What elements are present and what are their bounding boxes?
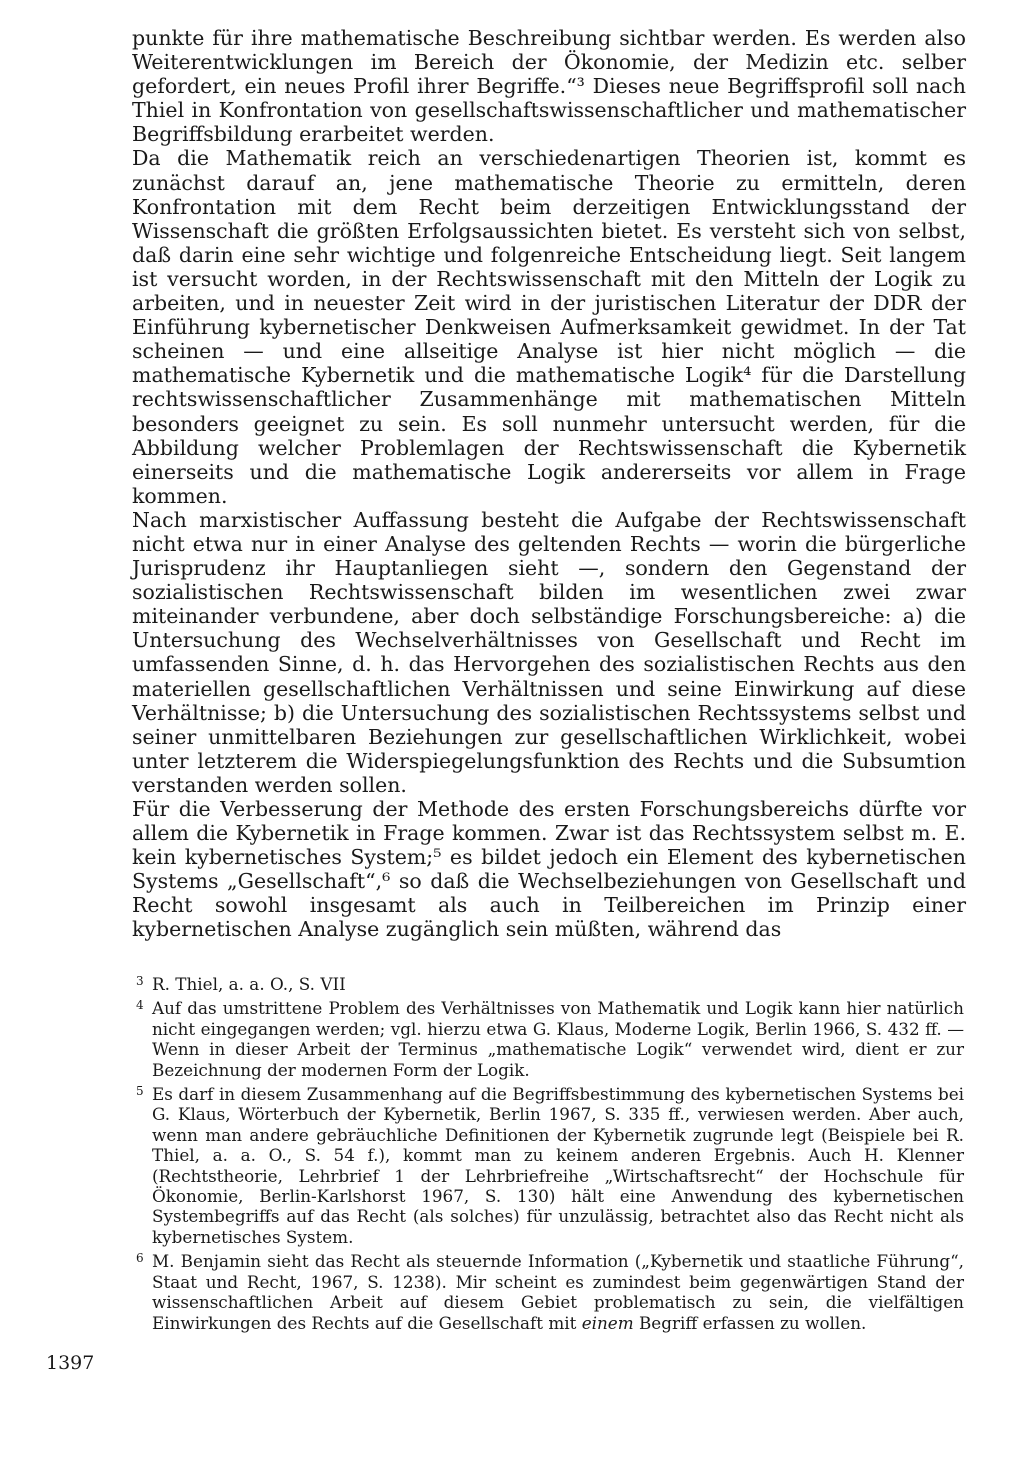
footnote-text-end: Begriff erfassen zu wollen. xyxy=(633,1312,867,1333)
footnote-text-start: M. Benjamin sieht das Recht als steuernde Information („Kybernetik und staatliche Führung“, Staat und Recht, 1967, S. 1238). Mir scheint es zumindest beim gegenwärtigen Stand der wissenschaftlichen Arbeit auf diesem Gebiet problematisch zu sein, die vielfältigen Einwirkungen des Rechts auf die Gesellschaft mit xyxy=(152,1251,964,1333)
footnote-6 xyxy=(132,1251,964,1333)
body-text xyxy=(132,26,966,942)
footnote-text: Es darf in diesem Zusammenhang auf die Begriffsbestimmung des kybernetischen Systems bei G. Klaus, Wörterbuch der Kybernetik, Berlin 1967, S. 335 ff., verwiesen werden. Aber auch, wenn man andere gebräuchliche Definitionen der Kybernetik zugrunde legt (Beispiele bei R. Thiel, a. a. O., S. 54 f.), kommt man zu keinem anderen Ergebnis. Auch H. Klenner (Rechtstheorie, Lehrbrief 1 der Lehrbriefreihe „Wirtschaftsrecht“ der Hochschule für Ökonomie, Berlin-Karlshorst 1967, S. 130) hält eine Anwendung des kybernetischen Systembegriffs auf das Recht (als solches) für unzulässig, betrachtet also das Recht nicht als kybernetisches System. xyxy=(152,1084,964,1247)
footnote-number: 3 xyxy=(136,974,144,988)
paragraph-1: punkte für ihre mathematische Beschreibung sichtbar werden. Es werden also Weiterentwicklungen im Bereich der Ökonomie, der Medizin etc. selber gefordert, ein neues Profil ihrer Begriffe.“³ Dieses neue Begriffsprofil soll nach Thiel in Konfrontation von gesellschaftswissenschaftlicher und mathematischer Begriffsbildung erarbeitet werden. xyxy=(132,26,966,147)
footnote-text: R. Thiel, a. a. O., S. VII xyxy=(152,974,346,994)
footnote-number: 5 xyxy=(136,1084,144,1099)
footnote-number: 4 xyxy=(136,998,144,1013)
footnote-number: 6 xyxy=(136,1251,144,1266)
paragraph-3: Nach marxistischer Auffassung besteht die Aufgabe der Rechtswissenschaft nicht etwa nur in einer Analyse des geltenden Rechts — worin die bürgerliche Jurisprudenz ihr Hauptanliegen sieht —, sondern den Gegenstand der sozialistischen Rechtswissenschaft bilden im wesentlichen zwei zwar miteinander verbundene, aber doch selbständige Forschungsbereiche: a) die Untersuchung des Wechselverhältnisses von Gesellschaft und Recht im umfassenden Sinne, d. h. das Hervorgehen des sozialistischen Rechts aus den materiellen gesellschaftlichen Verhältnissen und seine Einwirkung auf diese Verhältnisse; b) die Untersuchung des sozialistischen Rechtssystems selbst und seiner unmittelbaren Beziehungen zur gesellschaftlichen Wirklichkeit, wobei unter letzterem die Widerspiegelungsfunktion des Rechts und die Subsumtion verstanden werden sollen. xyxy=(132,507,966,797)
footnote-4 xyxy=(132,998,964,1080)
footnote-text: Auf das umstrittene Problem des Verhältnisses von Mathematik und Logik kann hier natürlich nicht eingegangen werden; vgl. hierzu etwa G. Klaus, Moderne Logik, Berlin 1966, S. 432 ff. — Wenn in dieser Arbeit der Terminus „mathematische Logik“ verwendet wird, dient er zur Bezeichnung der modernen Form der Logik. xyxy=(152,998,964,1080)
footnotes xyxy=(132,974,964,1333)
page-number: 1397 xyxy=(46,1352,95,1374)
paragraph-4: Für die Verbesserung der Methode des ersten Forschungsbereichs dürfte vor allem die Kybernetik in Frage kommen. Zwar ist das Rechtssystem selbst m. E. kein kybernetisches System;⁵ es bildet jedoch ein Element des kybernetischen Systems „Gesellschaft“,⁶ so daß die Wechselbeziehungen von Gesellschaft und Recht sowohl insgesamt als auch in Teilbereichen im Prinzip einer kybernetischen Analyse zugänglich sein müßten, während das xyxy=(132,797,966,942)
footnote-5 xyxy=(132,1084,964,1247)
paragraph-2: Da die Mathematik reich an verschiedenartigen Theorien ist, kommt es zunächst darauf an, jene mathematische Theorie zu ermitteln, deren Konfrontation mit dem Recht beim derzeitigen Entwicklungsstand der Wissenschaft die größten Erfolgsaussichten bietet. Es versteht sich von selbst, daß darin eine sehr wichtige und folgenreiche Entscheidung liegt. Seit langem ist versucht worden, in der Rechtswissenschaft mit den Mitteln der Logik zu arbeiten, und in neuester Zeit wird in der juristischen Literatur der DDR der Einführung kybernetischer Denkweisen Aufmerksamkeit gewidmet. In der Tat scheinen — und eine allseitige Analyse ist hier nicht möglich — die mathematische Kybernetik und die mathematische Logik⁴ für die Darstellung rechtswissenschaftlicher Zusammenhänge mit mathematischen Mitteln besonders geeignet zu sein. Es soll nunmehr untersucht werden, für die Abbildung welcher Problemlagen der Rechtswissenschaft die Kybernetik einerseits und die mathematische Logik andererseits vor allem in Frage kommen. xyxy=(132,146,966,508)
footnote-emphasis: einem xyxy=(581,1312,634,1333)
footnote-3 xyxy=(132,974,964,994)
